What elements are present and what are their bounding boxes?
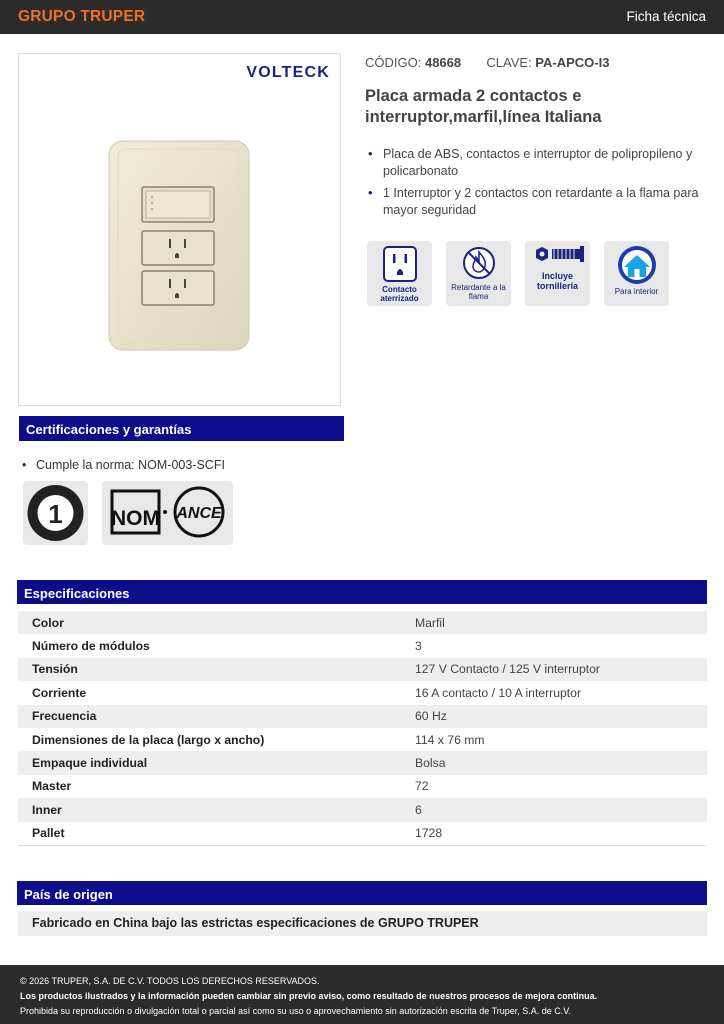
screw-icon: [530, 245, 586, 269]
spec-value: 6: [415, 802, 422, 817]
codigo-label: CÓDIGO:: [365, 55, 422, 70]
feature-indoor: [604, 241, 669, 306]
spec-value: 60 Hz: [415, 709, 447, 724]
product-bullets: [367, 146, 707, 224]
table-row: [18, 611, 707, 634]
spec-key: Empaque individual: [32, 756, 148, 771]
warranty-logo-box: [23, 481, 88, 545]
table-row: [18, 798, 707, 821]
cert-list: [22, 458, 225, 472]
spec-key: Frecuencia: [32, 709, 97, 724]
volteck-logo: VOLTECK: [246, 64, 330, 81]
flame-retardant-icon: [460, 245, 498, 281]
top-bar: [0, 0, 724, 34]
bullet-item: • 1 Interruptor y 2 contactos con retardante a la flama para mayor seguridad: [367, 185, 707, 218]
spec-key: Número de módulos: [32, 639, 150, 654]
spec-value: 3: [415, 639, 422, 654]
table-row: [18, 681, 707, 704]
section-certifications: Certificaciones y garantías: [19, 416, 344, 441]
footer-copyright: © 2026 TRUPER, S.A. DE C.V. TODOS LOS DERECHOS RESERVADOS.: [20, 976, 320, 986]
product-title: Placa armada 2 contactos e interruptor,marfil,línea Italiana: [365, 87, 602, 126]
table-row: [18, 728, 707, 751]
product-image-box: [18, 53, 341, 406]
section-specifications: Especificaciones: [17, 580, 707, 604]
bullet-item: • Placa de ABS, contactos e interruptor de polipropileno y policarbonato: [367, 146, 707, 179]
warranty-number: 1: [48, 499, 63, 529]
divider: [18, 845, 707, 846]
product-code-line: [365, 55, 609, 70]
section-origin: País de origen: [17, 881, 707, 905]
origin-text: Fabricado en China bajo las estrictas especificaciones de GRUPO TRUPER: [18, 911, 707, 936]
feature-grounded: [367, 241, 432, 306]
codigo-value: 48668: [424, 55, 462, 70]
spec-key: Inner: [32, 802, 62, 817]
spec-value: 114 x 76 mm: [415, 732, 485, 747]
spec-key: Color: [32, 615, 64, 630]
feature-flame: [446, 241, 511, 306]
feature-label: Incluye tornillería: [536, 271, 578, 291]
brand-logo: GRUPO TRUPER: [18, 8, 146, 25]
warranty-badge-icon: [23, 481, 88, 545]
nom-ance-logo-box: [102, 481, 233, 545]
nom-logo-text: NOM: [111, 507, 160, 530]
feature-label: Retardante a la flama: [451, 283, 506, 301]
spec-key: Pallet: [32, 826, 65, 841]
spec-value: 72: [415, 779, 429, 794]
spec-key: Tensión: [32, 662, 78, 677]
feature-label: Para interior: [614, 287, 659, 296]
spec-value: Marfil: [415, 615, 445, 630]
feature-screws: [525, 241, 590, 306]
spec-key: Corriente: [32, 685, 87, 700]
cert-item: • Cumple la norma: NOM-003-SCFI: [22, 458, 225, 472]
table-row: [18, 751, 707, 774]
house-icon: [615, 245, 659, 285]
spec-key: Master: [32, 779, 72, 794]
footer: [0, 965, 724, 1024]
feature-icons: [367, 241, 669, 306]
wall-plate-image: [106, 139, 256, 357]
table-row: [18, 822, 707, 845]
ance-logo-text: ANCE: [176, 505, 222, 522]
spec-table: [18, 611, 707, 845]
footer-notice: Los productos ilustrados y la información pueden cambiar sin previo aviso, como resultado de nuestros procesos de mejora continua.: [20, 991, 598, 1001]
clave-label: CLAVE:: [486, 55, 532, 70]
spec-value: Bolsa: [415, 756, 446, 771]
feature-label: Contacto aterrizado: [380, 285, 419, 303]
footer-legal: Prohibida su reproducción o divulgación total o parcial así como su uso o aprovechamiento sin autorización escrita de Truper, S.A. de C.V.: [20, 1006, 571, 1016]
table-row: [18, 634, 707, 657]
clave-value: PA-APCO-I3: [535, 55, 610, 70]
spec-key: Dimensiones de la placa (largo x ancho): [32, 732, 265, 747]
table-row: [18, 705, 707, 728]
nom-ance-logo: [102, 481, 233, 545]
table-row: [18, 658, 707, 681]
spec-value: 1728: [415, 826, 443, 841]
spec-value: 16 A contacto / 10 A interruptor: [415, 685, 581, 700]
grounded-outlet-icon: [382, 245, 418, 283]
table-row: [18, 775, 707, 798]
spec-value: 127 V Contacto / 125 V interruptor: [415, 662, 600, 677]
document-type: Ficha técnica: [626, 9, 706, 24]
